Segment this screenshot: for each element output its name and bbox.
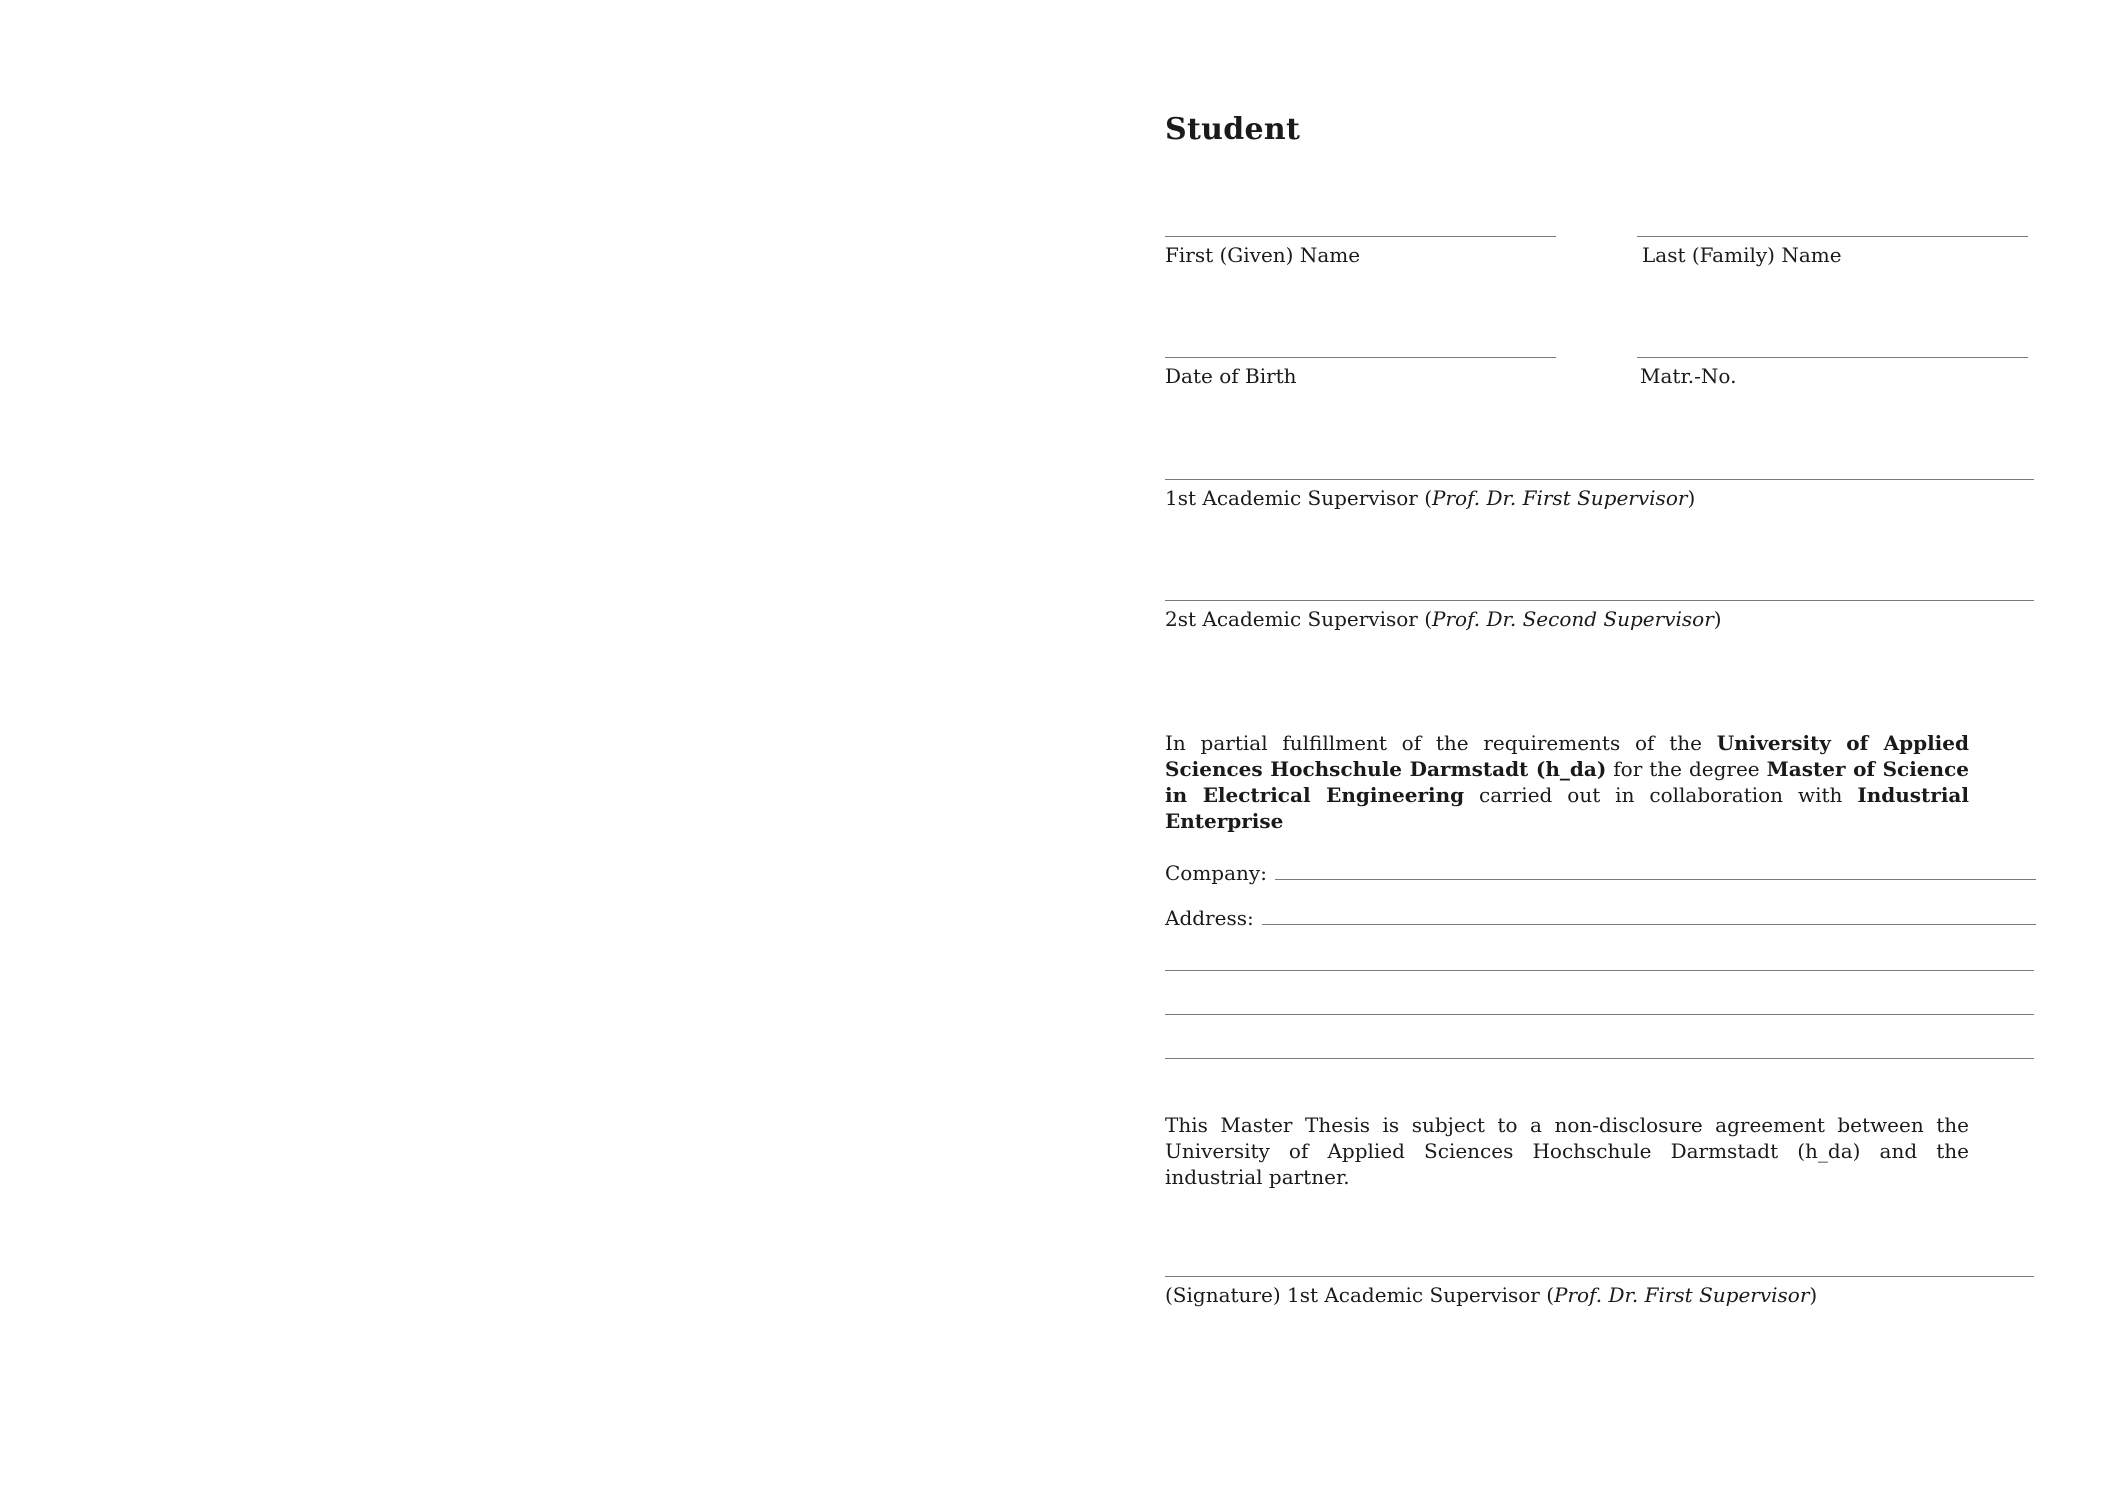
last-name-line [1637, 236, 2028, 237]
enterprise-name: Industrial Enterprise [1165, 783, 1969, 833]
supervisor1-suffix: ) [1687, 486, 1696, 510]
company-line [1275, 879, 2036, 880]
last-name-label: Last (Family) Name [1642, 243, 1842, 267]
signature-supervisor-name: Prof. Dr. First Supervisor [1554, 1283, 1810, 1307]
supervisor1-field[interactable] [1165, 479, 2034, 510]
fulfillment-text-2: for the degree [1606, 757, 1767, 781]
supervisor2-line [1165, 600, 2034, 601]
fulfillment-text-3: carried out in collaboration with [1464, 783, 1858, 807]
supervisor1-label [1165, 486, 2034, 510]
first-name-line [1165, 236, 1556, 237]
date-of-birth-label: Date of Birth [1165, 364, 1297, 388]
matr-no-label: Matr.-No. [1640, 364, 1737, 388]
company-field[interactable] [1165, 861, 2036, 885]
page-title: Student [1165, 112, 1301, 147]
university-name: University of Applied Sciences Hochschule Darmstadt (h_da) [1165, 731, 1969, 781]
address-line-4[interactable] [1165, 1058, 2034, 1059]
fulfillment-paragraph [1165, 730, 1969, 834]
supervisor1-name: Prof. Dr. First Supervisor [1432, 486, 1688, 510]
nda-paragraph: This Master Thesis is subject to a non-disclosure agreement between the University of Applied Sciences Hochschule Darmstadt (h_da) and the industrial partner. [1165, 1113, 1969, 1189]
first-name-label: First (Given) Name [1165, 243, 1361, 267]
supervisor2-suffix: ) [1713, 607, 1722, 631]
fulfillment-text-1: In partial fulfillment of the requirements of the [1165, 731, 1717, 755]
address-line-3[interactable] [1165, 1014, 2034, 1015]
first-name-field[interactable] [1165, 236, 1556, 267]
address-line [1262, 924, 2036, 925]
matr-no-line [1637, 357, 2028, 358]
supervisor2-label [1165, 607, 2034, 631]
supervisor2-prefix: 2st Academic Supervisor ( [1165, 607, 1433, 631]
company-label: Company: [1165, 861, 1267, 885]
signature-label [1165, 1283, 2034, 1307]
date-of-birth-line [1165, 357, 1556, 358]
degree-name: Master of Science in Electrical Engineering [1165, 757, 1969, 807]
signature-line [1165, 1276, 2034, 1277]
signature-suffix: ) [1809, 1283, 1818, 1307]
supervisor1-line [1165, 479, 2034, 480]
supervisor2-field[interactable] [1165, 600, 2034, 631]
address-field[interactable] [1165, 906, 2036, 930]
matr-no-field[interactable] [1637, 357, 2028, 388]
last-name-field[interactable] [1637, 236, 2028, 267]
supervisor1-prefix: 1st Academic Supervisor ( [1165, 486, 1433, 510]
address-line-2[interactable] [1165, 970, 2034, 971]
date-of-birth-field[interactable] [1165, 357, 1556, 388]
address-label: Address: [1165, 906, 1254, 930]
signature-field[interactable] [1165, 1276, 2034, 1307]
signature-prefix: (Signature) 1st Academic Supervisor ( [1165, 1283, 1554, 1307]
supervisor2-name: Prof. Dr. Second Supervisor [1432, 607, 1714, 631]
